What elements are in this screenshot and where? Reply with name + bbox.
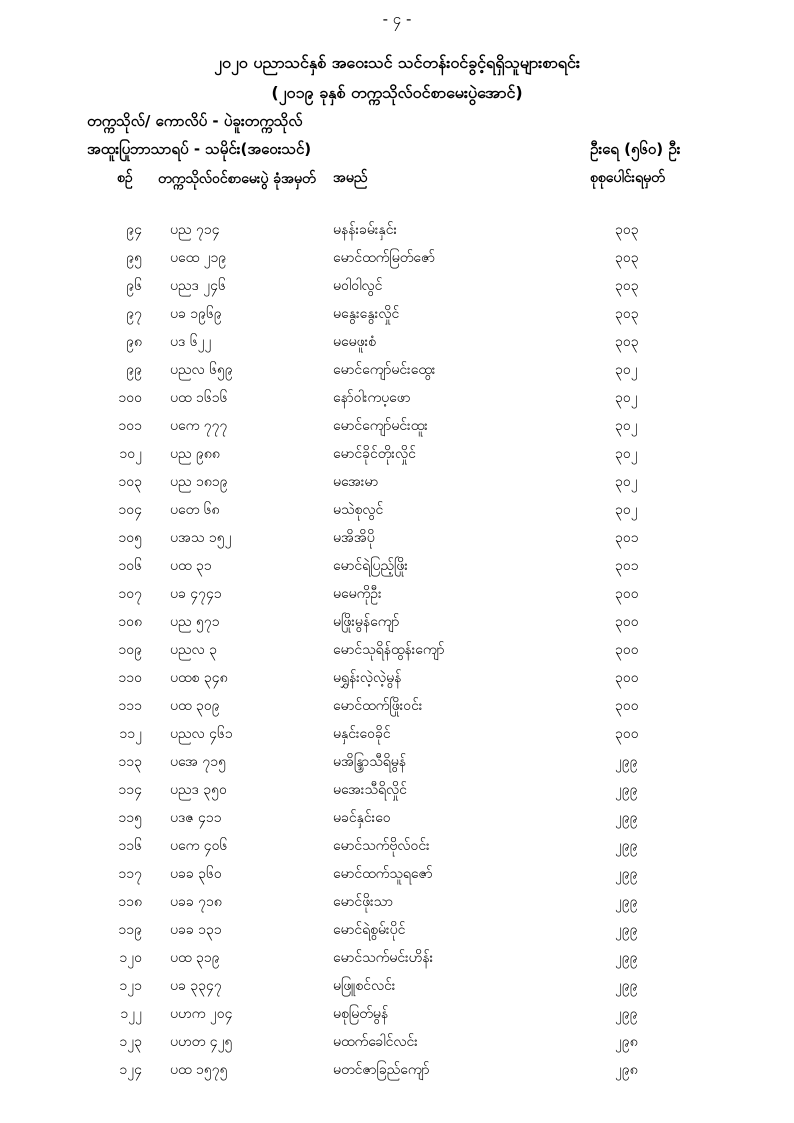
total-marks: ၃၀၀: [615, 642, 639, 658]
table-header-roll: တက္ကသိုလ်ဝင်စာမေးပွဲ ခုံအမှတ်: [158, 171, 316, 187]
total-marks: ၃၀၂: [615, 446, 638, 462]
total-marks: ၃၀၀: [615, 698, 639, 714]
total-marks: ၂၉၉: [615, 838, 638, 854]
table-row: [0, 524, 794, 552]
table-row: [0, 860, 794, 888]
row-number: ၁၀၇: [118, 586, 142, 602]
roll-number: ပခခ ၇၁၈: [170, 894, 222, 910]
row-number: ၁၂၄: [119, 1062, 142, 1078]
row-number: ၁၁၁: [118, 698, 142, 714]
table-row: [0, 272, 794, 300]
table-row: [0, 328, 794, 356]
total-marks: ၃၀၀: [615, 614, 639, 630]
roll-number: ပည ၁၈၁၉: [170, 474, 228, 490]
row-number: ၁၀၆: [118, 558, 142, 574]
row-number: ၉၄: [126, 222, 142, 238]
row-number: ၁၀၃: [118, 474, 142, 490]
table-row: [0, 440, 794, 468]
roll-number: ပဒ ၆၂၂: [170, 334, 212, 350]
roll-number: ပခ ၄၇၄၁: [170, 586, 222, 602]
total-marks: ၂၉၉: [615, 782, 638, 798]
student-name: မမေကိုဦး: [333, 586, 382, 602]
table-row: [0, 244, 794, 272]
total-marks: ၃၀၃: [615, 306, 639, 322]
roll-number: ပဟက ၂၀၄: [170, 1006, 233, 1022]
row-number: ၁၁၈: [118, 894, 142, 910]
roll-number: ပည ၉၈၈: [170, 446, 220, 462]
student-name: မရွှန်းလဲ့လဲ့မွန်: [333, 670, 402, 686]
roll-number: ပထ ၁၆၁၆: [170, 390, 228, 406]
total-marks: ၃၀၂: [615, 502, 638, 518]
total-marks: ၃၀၂: [615, 390, 638, 406]
roll-number: ပခခ ၁၃၁: [170, 922, 222, 938]
row-number: ၁၁၉: [118, 922, 142, 938]
row-number: ၁၀၈: [118, 614, 142, 630]
results-table: [0, 216, 794, 1084]
student-name: မနွေးနွေးလှိုင်: [333, 306, 400, 322]
student-name: နော်ဝါးကပ့ဖော: [333, 390, 411, 406]
student-name: မနန်းခမ်းနှင်း: [333, 222, 398, 238]
total-marks: ၃၀၂: [615, 362, 638, 378]
total-marks: ၂၉၈: [615, 1034, 638, 1050]
total-marks: ၂၉၉: [615, 810, 638, 826]
row-number: ၁၀၂: [119, 446, 142, 462]
table-row: [0, 1028, 794, 1056]
student-name: မောင်သက်ဗိုလ်ဝင်း: [333, 838, 430, 854]
total-marks: ၃၀၂: [615, 474, 638, 490]
table-row: [0, 636, 794, 664]
table-header-marks: စုစုပေါင်းရမှတ်: [590, 170, 665, 186]
roll-number: ပထ ၃၀၉: [170, 698, 220, 714]
table-row: [0, 356, 794, 384]
page-number: - ၄ -: [382, 10, 412, 28]
table-row: [0, 916, 794, 944]
total-marks: ၃၀၃: [615, 222, 639, 238]
row-number: ၁၀၄: [118, 502, 142, 518]
row-number: ၁၁၀: [118, 670, 142, 686]
total-marks: ၃၀၁: [615, 558, 639, 574]
table-row: [0, 832, 794, 860]
total-marks: ၂၉၉: [615, 922, 638, 938]
roll-number: ပညလ ၆၅၉: [170, 362, 233, 378]
roll-number: ပဒဇ ၄၁၁: [170, 810, 222, 826]
roll-number: ပတေ ၆၈: [170, 502, 220, 518]
table-row: [0, 720, 794, 748]
table-row: [0, 412, 794, 440]
row-number: ၉၅: [126, 250, 142, 266]
student-name: မအိန္ဒြာသီရိမွန်: [333, 754, 407, 770]
roll-number: ပညဒ ၃၅၀: [170, 782, 227, 798]
table-row: [0, 1056, 794, 1084]
row-number: ၉၇: [126, 306, 142, 322]
row-number: ၁၀၉: [118, 642, 142, 658]
total-marks: ၂၉၉: [615, 978, 638, 994]
student-name: မထက်ခေါင်လင်း: [333, 1034, 418, 1050]
row-number: ၁၀၁: [118, 418, 142, 434]
student-name: မောင်ရဲပြည့်ဖြိုး: [333, 558, 408, 574]
roll-number: ပည ၅၇၁: [170, 614, 220, 630]
student-name: မဖြိုးမွန်ကျော်: [333, 614, 400, 630]
student-name: မောင်ထက်ဖြိုးဝင်း: [333, 698, 423, 714]
roll-number: ပခခ ၃၆၀: [170, 866, 222, 882]
roll-number: ပကေ ၄၀၆: [170, 838, 228, 854]
table-row: [0, 944, 794, 972]
table-row: [0, 748, 794, 776]
total-marks: ၃၀၃: [615, 250, 639, 266]
university-label: တက္ကသိုလ်/ ကောလိပ် - ပဲခူးတက္ကသိုလ်: [87, 112, 303, 130]
student-name: မမေဖူးစံ: [333, 334, 377, 350]
roll-number: ပညလ ၃: [170, 642, 217, 658]
student-name: မစုမြတ်မွန်: [333, 1006, 389, 1022]
roll-number: ပညဒ ၂၄၆: [170, 278, 226, 294]
total-marks: ၂၉၉: [615, 950, 638, 966]
roll-number: ပထ ၃၁၉: [170, 950, 220, 966]
total-marks: ၃၀၃: [615, 334, 639, 350]
roll-number: ပဟတ ၄၂၅: [170, 1034, 233, 1050]
table-row: [0, 552, 794, 580]
total-marks: ၃၀၀: [615, 726, 639, 742]
table-row: [0, 1000, 794, 1028]
row-number: ၁၂၀: [119, 950, 142, 966]
student-name: မောင်ကျော်မင်းထူး: [333, 418, 428, 434]
roll-number: ပထ ၃၁: [170, 558, 212, 574]
roll-number: ပအေ ၇၁၅: [170, 754, 226, 770]
student-name: မအိအိပို: [333, 530, 375, 546]
row-number: ၁၁၆: [118, 838, 142, 854]
table-row: [0, 580, 794, 608]
total-marks: ၂၉၉: [615, 754, 638, 770]
total-marks: ၂၉၉: [615, 866, 638, 882]
student-name: မအေးမာ: [333, 474, 379, 490]
document-title: ၂၀၂၀ ပညာသင်နှစ် အဝေးသင် သင်တန်းဝင်ခွင့်ရရှိသူများစာရင်း: [214, 53, 580, 72]
total-marks: ၃၀၀: [615, 670, 639, 686]
row-number: ၁၁၃: [118, 754, 142, 770]
roll-number: ပအသ ၁၅၂: [170, 530, 232, 546]
major-label: အထူးပြုဘာသာရပ် - သမိုင်း(အဝေးသင်): [87, 140, 312, 158]
row-number: ၉၈: [126, 334, 142, 350]
table-row: [0, 692, 794, 720]
student-name: မောင်သုရိန်ထွန်းကျော်: [333, 642, 445, 658]
total-marks: ၃၀၃: [615, 278, 639, 294]
total-marks: ၃၀၁: [615, 530, 639, 546]
row-number: ၁၀၅: [118, 530, 142, 546]
table-header-name: အမည်: [333, 170, 368, 186]
roll-number: ပထေ ၂၁၉: [170, 250, 227, 266]
student-name: မတင်ဇာခြည်ကျော်: [333, 1062, 430, 1078]
table-row: [0, 804, 794, 832]
roll-number: ပထစ ၃၄၈: [170, 670, 228, 686]
student-name: မခင်နှင်းဝေ: [333, 810, 391, 826]
table-row: [0, 300, 794, 328]
row-number: ၉၆: [126, 278, 142, 294]
row-number: ၁၁၄: [118, 782, 142, 798]
student-name: မောင်ဖိုးသာ: [333, 894, 393, 910]
total-marks: ၂၉၈: [615, 1062, 638, 1078]
student-name: မသဲစုလွင်: [333, 502, 384, 518]
roll-number: ပည ၇၁၄: [170, 222, 220, 238]
student-name: မနှင်းဝေခိုင်: [333, 726, 391, 742]
roll-number: ပထ ၁၅၇၅: [170, 1062, 228, 1078]
student-name: မဝါဝါလွင်: [333, 278, 383, 294]
roll-number: ပခ ၁၉၆၉: [170, 306, 222, 322]
table-row: [0, 496, 794, 524]
total-count-label: ဦးရေ (၅၆၀) ဦး: [590, 140, 681, 158]
total-marks: ၂၉၉: [615, 1006, 638, 1022]
row-number: ၁၀၀: [118, 390, 142, 406]
table-row: [0, 384, 794, 412]
roll-number: ပညလ ၄၆၁: [170, 726, 233, 742]
table-row: [0, 468, 794, 496]
student-name: မောင်သက်မင်းဟိန်း: [333, 950, 434, 966]
total-marks: ၃၀၀: [615, 586, 639, 602]
table-header-no: စဉ်: [117, 170, 133, 186]
total-marks: ၃၀၂: [615, 418, 638, 434]
student-name: မောင်ခိုင်တိုးလှိုင်: [333, 446, 416, 462]
row-number: ၁၁၅: [118, 810, 142, 826]
row-number: ၁၂၁: [119, 978, 142, 994]
table-row: [0, 972, 794, 1000]
student-name: မောင်ထက်မြတ်ဇော်: [333, 250, 436, 266]
row-number: ၉၉: [126, 362, 142, 378]
row-number: ၁၁၂: [119, 726, 142, 742]
roll-number: ပကေ ၇၇၇: [170, 418, 228, 434]
student-name: မဖြူစင်လင်း: [333, 978, 396, 994]
row-number: ၁၂၂: [120, 1006, 142, 1022]
table-row: [0, 608, 794, 636]
student-name: မောင်ကျော်မင်းထွေး: [333, 362, 436, 378]
document-subtitle: (၂၀၁၉ ခုနှစ် တက္ကသိုလ်ဝင်စာမေးပွဲအောင်): [271, 83, 523, 102]
table-row: [0, 664, 794, 692]
student-name: မောင်ထက်သူရဇော်: [333, 866, 433, 882]
row-number: ၁၁၇: [118, 866, 142, 882]
table-row: [0, 888, 794, 916]
row-number: ၁၂၃: [119, 1034, 142, 1050]
student-name: မောင်ရဲစွမ်းပိုင်: [333, 922, 406, 938]
student-name: မအေးသီရိလှိုင်: [333, 782, 407, 798]
table-row: [0, 776, 794, 804]
total-marks: ၂၉၉: [615, 894, 638, 910]
roll-number: ပခ ၃၃၄၇: [170, 978, 222, 994]
table-row: [0, 216, 794, 244]
